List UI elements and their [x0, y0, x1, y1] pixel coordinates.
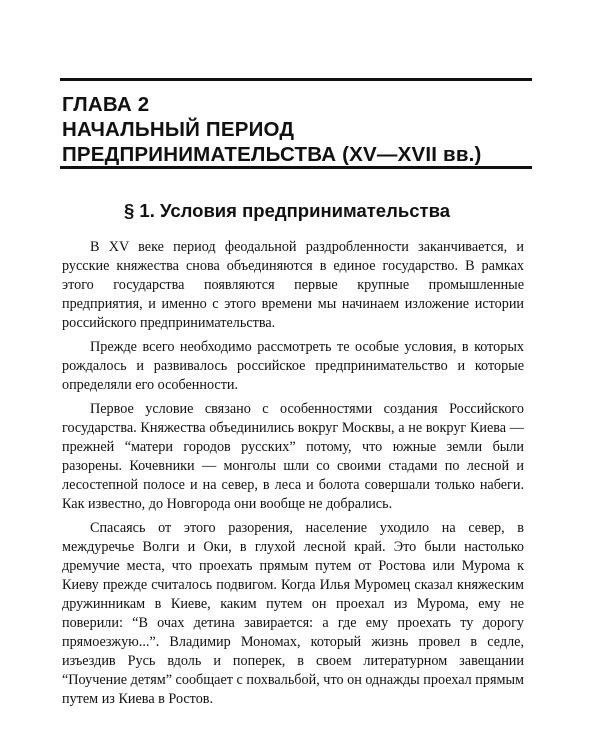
body-text — [62, 238, 524, 714]
section-heading: § 1. Условия предпринимательства — [124, 200, 450, 221]
chapter-title-line-1: НАЧАЛЬНЫЙ ПЕРИОД — [62, 118, 295, 141]
bottom-rule — [60, 166, 532, 169]
paragraph: Спасаясь от этого разорения, население уходило на север, в междуречье Волги и Оки, в глухой лесной край. Это были настолько дремучие места, что проехать прямым путем от Ростова или Мурома к Киеву прежде считалось подвигом. Когда Илья Муромец сказал княжеским дружинникам в Киеве, каким путем он проехал из Мурома, ему не поверили: “В очах детина завирается: а где ему проехать ту дорогу прямоезжую...”. Владимир Мономах, который жизнь провел в седле, изъездив Русь вдоль и поперек, в своем литературном завещании “Поучение детям” сообщает с похвальбой, что он однажды проехал прямым путем из Киева в Ростов. — [62, 520, 524, 707]
paragraph: Первое условие связано с особенностями создания Российского государства. Княжества объединились вокруг Москвы, а не вокруг Киева — прежней “матери городов русских” потому, что южные земли были разорены. Кочевники — монголы шли со своими стадами по лесной и лесостепной полосе и на север, в леса и болота совершали только набеги. Как известно, до Новгорода они вообще не добрались. — [62, 401, 524, 512]
top-rule — [60, 78, 532, 81]
chapter-title-line-2: ПРЕДПРИНИМАТЕЛЬСТВА (XV—XVII вв.) — [62, 143, 482, 166]
paragraph: Прежде всего необходимо рассмотреть те особые условия, в которых рождалось и развивалось российское предпринимательство и которые определяли его особенности. — [62, 339, 524, 393]
paragraph: В XV веке период феодальной раздробленности заканчивается, и русские княжества снова объединяются в единое государство. В рамках этого государства появляются первые крупные промышленные предприятия, и именно с этого времени мы начинаем изложение истории российского предпринимательства. — [62, 239, 524, 331]
chapter-heading — [62, 92, 532, 167]
chapter-number: ГЛАВА 2 — [62, 93, 150, 116]
